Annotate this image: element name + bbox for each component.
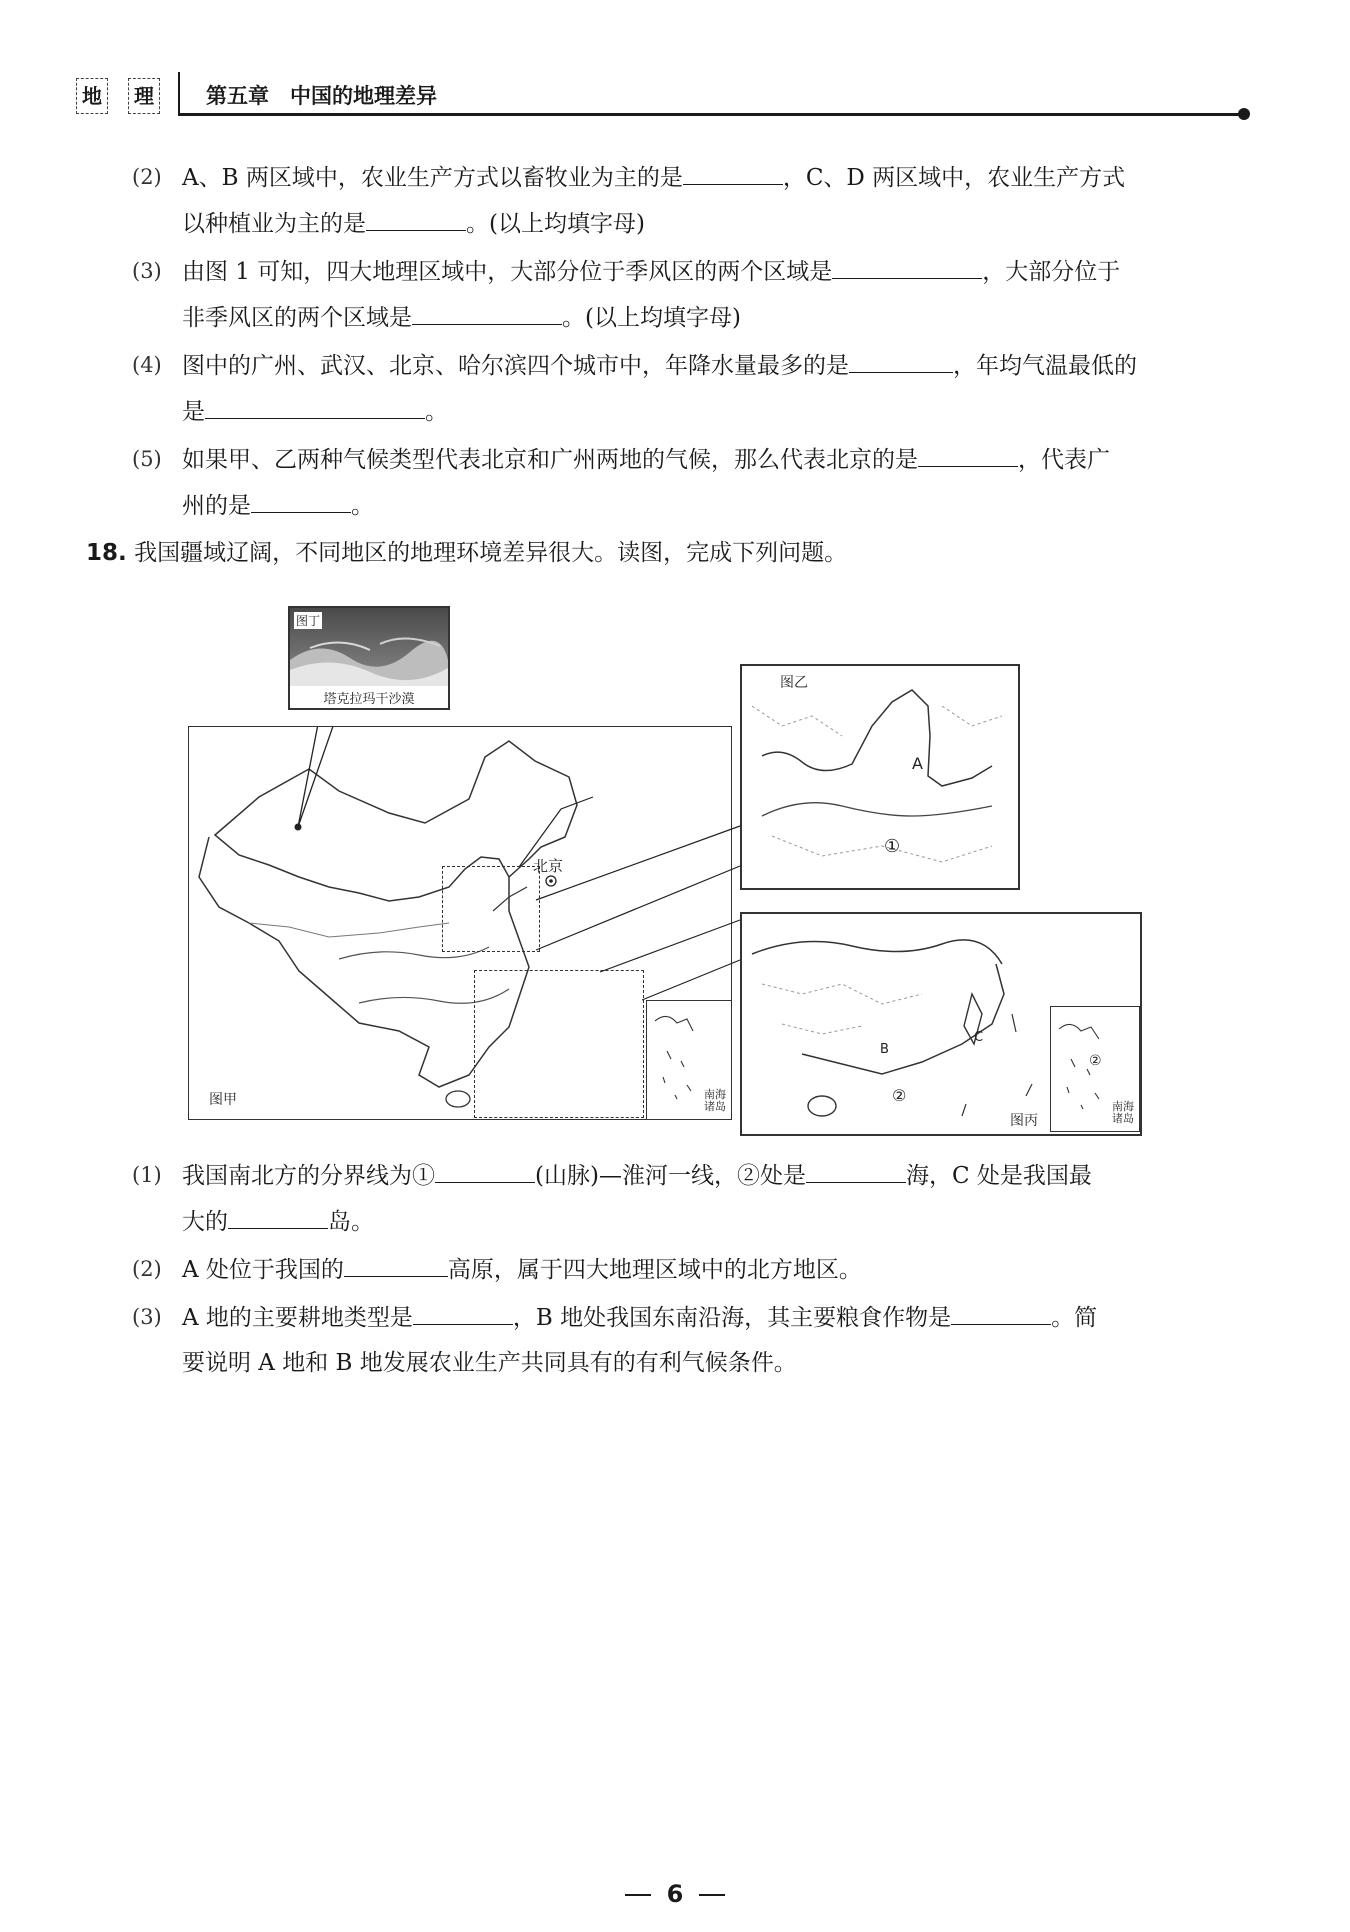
q18-2-line1 <box>182 1254 862 1285</box>
q17-5-text-a: 如果甲、乙两种气候类型代表北京和广州两地的气候，那么代表北京的是 <box>182 447 918 473</box>
q18-3-line2 <box>182 1348 797 1378</box>
q18-2-text-a: A 处位于我国的 <box>182 1257 344 1283</box>
label-circle-2-inset: ② <box>1089 1053 1102 1069</box>
q18-3-blank1[interactable] <box>413 1302 513 1325</box>
map-yi-label: 图乙 <box>780 675 808 691</box>
q17-4-number: (4) <box>132 353 162 377</box>
q18-1-text-e: 岛。 <box>328 1209 374 1235</box>
q17-3-text-c: 非季风区的两个区域是 <box>182 305 412 331</box>
q17-2-text-b: ，C、D 两区域中，农业生产方式 <box>782 165 1126 191</box>
q18-3-text-b: ，B 地处我国东南沿海，其主要粮食作物是 <box>512 1305 952 1331</box>
q17-3-text-d: 。(以上均填字母) <box>562 305 741 331</box>
q18-2-text-b: 高原，属于四大地理区域中的北方地区。 <box>447 1257 862 1283</box>
page-number <box>0 1880 1350 1908</box>
q17-5-text-b: ，代表广 <box>1018 447 1110 473</box>
q17-4-text-d: 。 <box>425 399 448 425</box>
q18-3-number: (3) <box>132 1305 162 1329</box>
q18-1-text-d: 大的 <box>182 1209 228 1235</box>
subject-box-char1: 地 <box>76 78 108 114</box>
q17-4-text-c: 是 <box>182 399 205 425</box>
beijing-label: 北京 <box>533 857 564 875</box>
q18-stem-text: 我国疆域辽阔，不同地区的地理环境差异很大。读图，完成下列问题。 <box>134 540 848 566</box>
q18-3-line1 <box>182 1302 1097 1333</box>
chapter-title: 第五章 中国的地理差异 <box>206 84 437 108</box>
q18-3-blank2[interactable] <box>951 1302 1051 1325</box>
q18-2-blank1[interactable] <box>344 1254 448 1277</box>
map-bing-nanhai-inset <box>1050 1006 1140 1132</box>
q18-1-line1 <box>182 1160 1092 1191</box>
map-bing-label: 图丙 <box>1010 1113 1038 1129</box>
nanhai-label-bing <box>1109 1101 1137 1125</box>
q17-2-text-a: A、B 两区域中，农业生产方式以畜牧业为主的是 <box>182 165 683 191</box>
map-bing <box>740 912 1142 1136</box>
label-circle-1: ① <box>884 836 901 857</box>
label-B: B <box>880 1042 889 1057</box>
page-number-dash-right <box>699 1894 725 1896</box>
q17-4-text-b: ，年均气温最低的 <box>953 353 1137 379</box>
map-jia-label: 图甲 <box>209 1092 237 1108</box>
q17-3-number: (3) <box>132 259 162 283</box>
q18-3-text-a: A 地的主要耕地类型是 <box>182 1305 413 1331</box>
label-circle-2: ② <box>892 1086 907 1105</box>
label-C: C <box>974 1030 984 1045</box>
q18-1-number: (1) <box>132 1163 162 1187</box>
q17-5-text-d: 。 <box>351 493 374 519</box>
map-yi <box>740 664 1020 890</box>
q18-3-text-d: 要说明 A 地和 B 地发展农业生产共同具有的有利气候条件。 <box>182 1350 797 1376</box>
page-number-value: 6 <box>666 1880 684 1908</box>
photo-tag: 图丁 <box>296 614 321 628</box>
q18-1-blank1[interactable] <box>435 1160 535 1183</box>
subject-box-char2: 理 <box>128 78 160 114</box>
page-number-dash-left <box>625 1894 651 1896</box>
q18-1-text-c: 海，C 处是我国最 <box>905 1163 1092 1189</box>
loess-plateau-map <box>742 666 1014 884</box>
q17-4-text-a: 图中的广州、武汉、北京、哈尔滨四个城市中，年降水量最多的是 <box>182 353 849 379</box>
nanhai-line2-bing: 诸岛 <box>1112 1112 1134 1125</box>
q17-5-text-c: 州的是 <box>182 493 251 519</box>
q18-1-blank2[interactable] <box>806 1160 906 1183</box>
nanhai-line1-bing: 南海 <box>1112 1100 1134 1113</box>
q18-1-text-a: 我国南北方的分界线为① <box>182 1163 435 1189</box>
q18-3-text-c: 。简 <box>1051 1305 1098 1331</box>
q17-5-number: (5) <box>132 447 162 471</box>
q18-2-number: (2) <box>132 1257 162 1281</box>
q18-1-line2 <box>182 1206 374 1237</box>
q17-2-text-c: 以种植业为主的是 <box>182 211 366 237</box>
q17-3-text-a: 由图 1 可知，四大地理区域中，大部分位于季风区的两个区域是 <box>182 259 833 285</box>
photo-caption: 塔克拉玛干沙漠 <box>323 692 415 707</box>
nanhai-line1-jia: 南海 <box>704 1088 726 1101</box>
q18-1-blank3[interactable] <box>228 1206 328 1229</box>
nanhai-line2-jia: 诸岛 <box>704 1100 726 1113</box>
label-A: A <box>912 754 923 773</box>
q17-2-text-d: 。(以上均填字母) <box>466 211 645 237</box>
q18-1-text-b: (山脉)—淮河一线，②处是 <box>535 1163 806 1189</box>
q18-number: 18. <box>86 540 127 566</box>
q17-2-number: (2) <box>132 165 162 189</box>
q17-3-text-b: ，大部分位于 <box>982 259 1121 285</box>
